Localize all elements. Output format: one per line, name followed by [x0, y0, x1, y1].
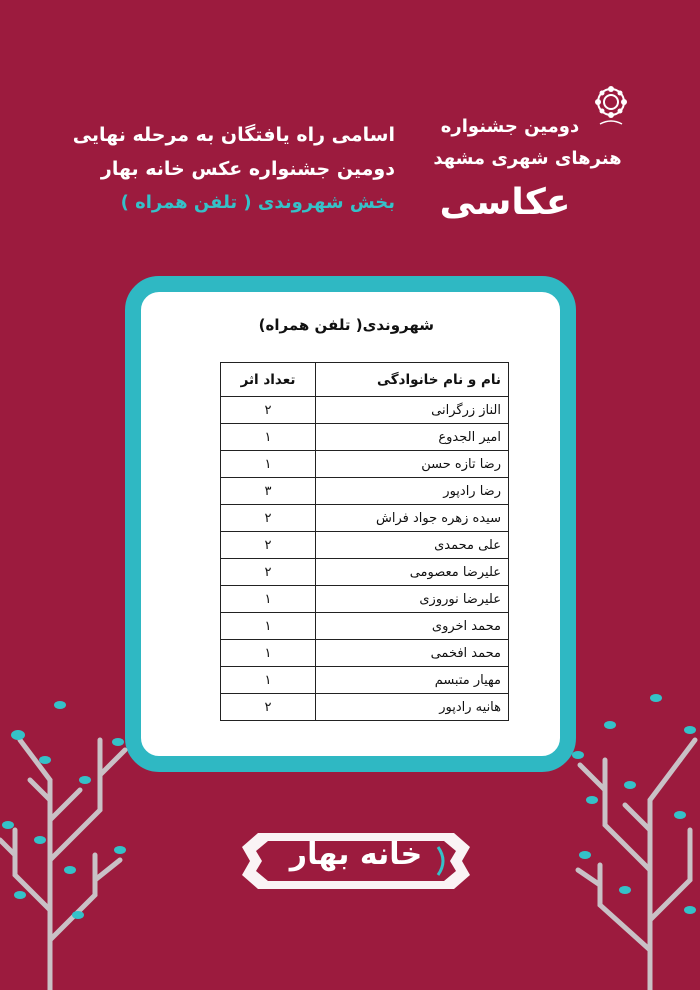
- row-name: علیرضا نوروزی: [316, 586, 509, 613]
- brand-logo: [238, 827, 474, 895]
- row-count: ۲: [221, 694, 316, 721]
- row-name: علی محمدی: [316, 532, 509, 559]
- table-row: [221, 505, 509, 532]
- row-name: امیر الجدوع: [316, 424, 509, 451]
- row-name: محمد اخروی: [316, 613, 509, 640]
- results-table: [220, 362, 509, 721]
- row-name: رضا رادپور: [316, 478, 509, 505]
- festival-logo: [400, 84, 655, 234]
- row-name: مهیار متبسم: [316, 667, 509, 694]
- row-count: ۲: [221, 559, 316, 586]
- column-header-name: نام و نام خانوادگی: [316, 363, 509, 397]
- row-count: ۱: [221, 424, 316, 451]
- table-row: [221, 640, 509, 667]
- table-row: [221, 451, 509, 478]
- header: [65, 118, 395, 220]
- table-row: [221, 694, 509, 721]
- row-name: الناز زرگرانی: [316, 397, 509, 424]
- row-name: علیرضا معصومی: [316, 559, 509, 586]
- table-header-row: [221, 363, 509, 397]
- row-count: ۱: [221, 667, 316, 694]
- festival-logo-line-3: عکاسی: [439, 182, 571, 223]
- table-row: [221, 478, 509, 505]
- festival-logo-line-1: دومین جشنواره: [440, 116, 580, 137]
- rosette-emblem-icon: [588, 84, 634, 130]
- row-count: ۲: [221, 505, 316, 532]
- row-count: ۲: [221, 397, 316, 424]
- table-row: [221, 424, 509, 451]
- row-name: محمد افخمی: [316, 640, 509, 667]
- table-row: [221, 667, 509, 694]
- results-card: [125, 276, 576, 772]
- row-count: ۲: [221, 532, 316, 559]
- row-name: سیده زهره جواد فراش: [316, 505, 509, 532]
- table-row: [221, 559, 509, 586]
- row-count: ۱: [221, 640, 316, 667]
- table-row: [221, 613, 509, 640]
- table-row: [221, 397, 509, 424]
- column-header-count: تعداد اثر: [221, 363, 316, 397]
- header-line-1: اسامی راه یافتگان به مرحله نهایی: [72, 124, 395, 146]
- right-branch-decoration-icon: [570, 680, 700, 990]
- header-line-3: بخش شهروندی ( تلفن همراه ): [120, 192, 395, 213]
- table-row: [221, 532, 509, 559]
- row-count: ۳: [221, 478, 316, 505]
- row-count: ۱: [221, 613, 316, 640]
- row-count: ۱: [221, 451, 316, 478]
- row-count: ۱: [221, 586, 316, 613]
- header-line-2: دومین جشنواره عکس خانه بهار: [100, 158, 395, 180]
- left-branch-decoration-icon: [0, 680, 135, 990]
- row-name: رضا تازه حسن: [316, 451, 509, 478]
- table-title: شهروندی( تلفن همراه): [258, 316, 434, 334]
- festival-logo-line-2: هنرهای شهری مشهد: [433, 148, 622, 169]
- brand-text: خانه بهار: [289, 837, 423, 872]
- table-row: [221, 586, 509, 613]
- row-name: هانیه رادپور: [316, 694, 509, 721]
